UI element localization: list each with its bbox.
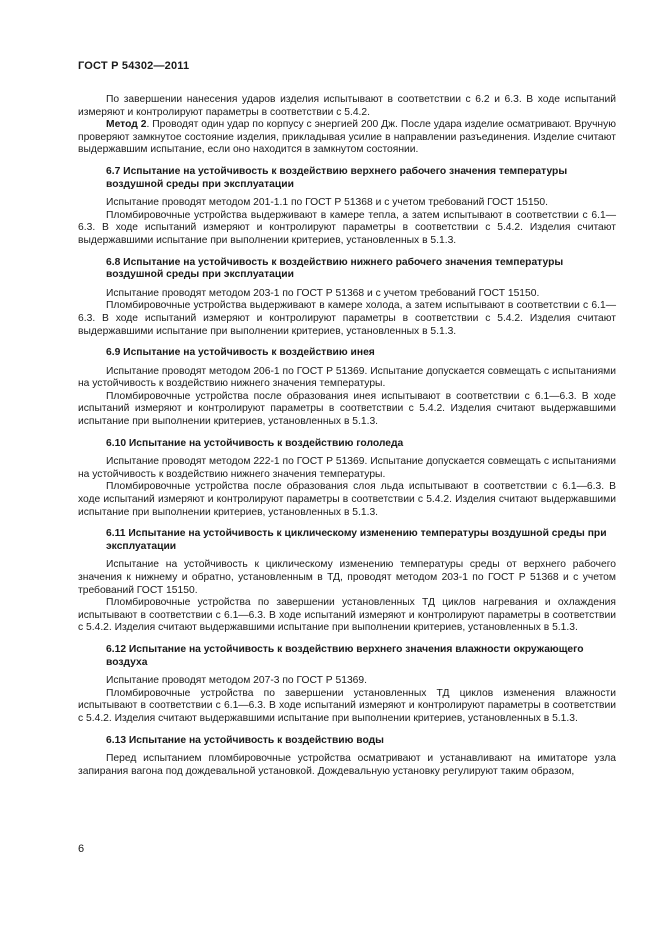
body-paragraph: Испытание проводят методом 206-1 по ГОСТ Р 51369. Испытание допускается совмещать с испытаниями на устойчивость к воздействию нижнего значения температуры. [78,365,616,390]
page-number: 6 [78,843,85,855]
body-paragraph: Испытание на устойчивость к циклическому изменению температуры среды от верхнего рабочего значения к нижнему и обратно, установленным в ТД, проводят методом 203-1 по ГОСТ Р 51368 и с учетом требований ГОСТ 15150. [78,559,616,596]
document-body [78,94,616,778]
body-paragraph: Пломбировочные устройства по завершении установленных ТД циклов нагревания и охлаждения испытывают в соответствии с 6.1—6.3. В ходе испытаний измеряют и контролируют параметры в соответствии с 5.4.2. Изделия считают выдержавшими испытание при выполнении критериев, установленных в 5.1.3. [78,597,616,634]
section-heading: 6.12 Испытание на устойчивость к воздействию верхнего значения влажности окружающего воздуха [106,643,584,668]
section-heading: 6.9 Испытание на устойчивость к воздействию инея [106,347,375,359]
body-paragraph [78,119,616,157]
section-heading: 6.13 Испытание на устойчивость к воздействию воды [106,734,384,746]
body-paragraph: Испытание проводят методом 222-1 по ГОСТ Р 51369. Испытание допускается совмещать с испытаниями на устойчивость к воздействию нижнего значения температуры. [78,456,616,480]
section-heading: 6.8 Испытание на устойчивость к воздействию нижнего рабочего значения температуры воздушной среды при эксплуатации [106,256,564,281]
body-paragraph: Пломбировочные устройства по завершении установленных ТД циклов изменения влажности испытывают в соответствии с 6.1—6.3. В ходе испытаний измеряют и контролируют параметры в соответствии с 5.4.2. Изделия считают выдержавшими испытание при выполнении критериев, установленных в 5.1.3. [78,687,616,724]
body-paragraph: Испытание проводят методом 201-1.1 по ГОСТ Р 51368 и с учетом требований ГОСТ 15150. [106,197,548,209]
paragraph-text: . Проводят один удар по корпусу с энергией 200 Дж. После удара изделие осматривают. Вручную проверяют замкнутое состояние изделия, прикладывая усилие в направлении разъединения. Изделие считают выдержавшим испытание, если оно находится в замкнутом состоянии. [78,119,616,156]
body-paragraph: Перед испытанием пломбировочные устройства осматривают и устанавливают на имитаторе узла запирания вагона под дождевальной установкой. Дождевальную установку регулируют таким образом, [78,753,616,777]
section-heading: 6.10 Испытание на устойчивость к воздействию гололеда [106,437,404,449]
paragraph-lead: Метод 2 [106,119,147,131]
section-heading: 6.7 Испытание на устойчивость к воздействию верхнего рабочего значения температуры воздушной среды при эксплуатации [106,165,568,190]
body-paragraph: Пломбировочные устройства после образования слоя льда испытывают в соответствии с 6.1—6.3. В ходе испытаний измеряют и контролируют параметры в соответствии с 5.4.2. Изделия считают выдержавшими испытание при выполнении критериев, установленных в 5.1.3. [78,481,616,518]
section-heading: 6.11 Испытание на устойчивость к циклическому изменению температуры воздушной среды при эксплуатации [106,528,607,552]
body-paragraph: Испытание проводят методом 207-3 по ГОСТ Р 51369. [106,675,367,687]
body-paragraph: По завершении нанесения ударов изделия испытывают в соответствии с 6.2 и 6.3. В ходе испытаний измеряют и контролируют параметры в соответствии с 5.4.2. [78,94,616,118]
body-paragraph: Пломбировочные устройства выдерживают в камере тепла, а затем испытывают в соответствии с 6.1—6.3. В ходе испытаний измеряют и контролируют параметры в соответствии с 5.4.2. Изделия считают выдержавшими испытание при выполнении критериев, установленных в 5.1.3. [78,209,616,246]
body-paragraph: Испытание проводят методом 203-1 по ГОСТ Р 51368 и с учетом требований ГОСТ 15150. [106,287,540,299]
body-paragraph: Пломбировочные устройства после образования инея испытывают в соответствии с 6.1—6.3. В ходе испытаний измеряют и контролируют параметры в соответствии с 5.4.2. Изделия считают выдержавшими испытание при выполнении критериев, установленных в 5.1.3. [78,390,616,428]
body-paragraph: Пломбировочные устройства выдерживают в камере холода, а затем испытывают в соответствии с 6.1—6.3. В ходе испытаний измеряют и контролируют параметры в соответствии с 5.4.2. Изделия считают выдержавшими испытание при выполнении критериев, установленных в 5.1.3. [78,300,616,337]
document-header: ГОСТ Р 54302—2011 [78,60,190,72]
